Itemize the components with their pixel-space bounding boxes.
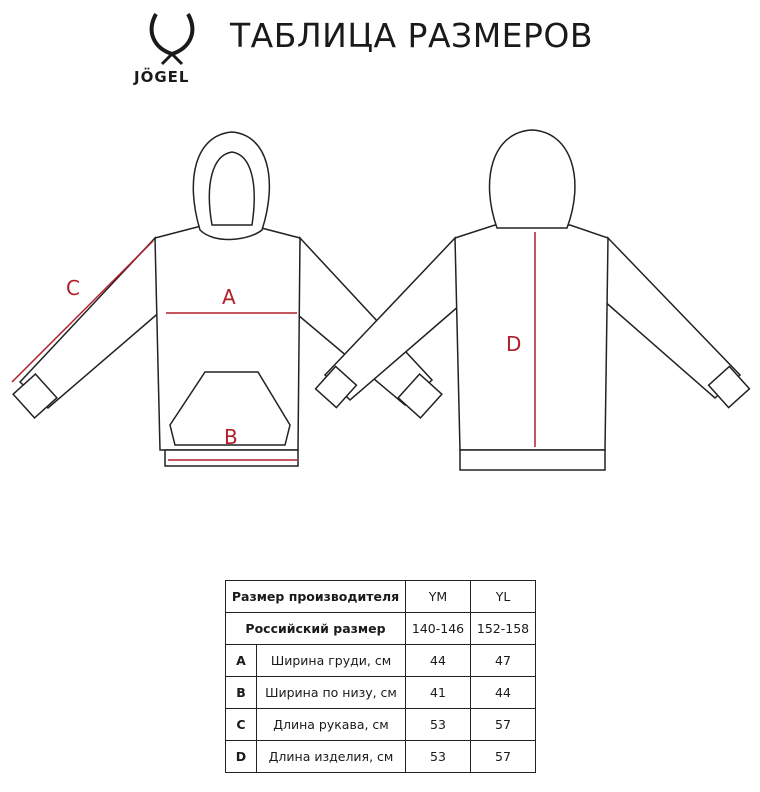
size-table bbox=[225, 580, 536, 773]
label-b: B bbox=[224, 425, 238, 449]
size-yl: YL bbox=[471, 581, 536, 613]
cell-value: 41 bbox=[406, 677, 471, 709]
table-row bbox=[226, 741, 536, 773]
cell-value: 53 bbox=[406, 709, 471, 741]
brand-name: JÖGEL bbox=[134, 68, 190, 86]
table-row bbox=[226, 645, 536, 677]
row-key: C bbox=[226, 709, 257, 741]
russian-size-label: Российский размер bbox=[226, 613, 406, 645]
row-key: B bbox=[226, 677, 257, 709]
cell-value: 57 bbox=[471, 741, 536, 773]
row-label: Длина изделия, см bbox=[257, 741, 406, 773]
table-row bbox=[226, 581, 536, 613]
cell-value: 47 bbox=[471, 645, 536, 677]
row-key: A bbox=[226, 645, 257, 677]
row-label: Ширина по низу, см bbox=[257, 677, 406, 709]
table-row bbox=[226, 613, 536, 645]
row-label: Длина рукава, см bbox=[257, 709, 406, 741]
russian-size-yl: 152-158 bbox=[471, 613, 536, 645]
cell-value: 57 bbox=[471, 709, 536, 741]
size-ym: YM bbox=[406, 581, 471, 613]
row-key: D bbox=[226, 741, 257, 773]
table-row bbox=[226, 709, 536, 741]
table-row bbox=[226, 677, 536, 709]
label-a: A bbox=[222, 285, 236, 309]
cell-value: 53 bbox=[406, 741, 471, 773]
russian-size-ym: 140-146 bbox=[406, 613, 471, 645]
row-label: Ширина груди, см bbox=[257, 645, 406, 677]
page-title: ТАБЛИЦА РАЗМЕРОВ bbox=[230, 16, 594, 55]
manufacturer-size-label: Размер производителя bbox=[226, 581, 406, 613]
label-c: C bbox=[66, 276, 80, 300]
cell-value: 44 bbox=[471, 677, 536, 709]
cell-value: 44 bbox=[406, 645, 471, 677]
label-d: D bbox=[506, 332, 522, 356]
hoodie-back bbox=[316, 130, 750, 470]
